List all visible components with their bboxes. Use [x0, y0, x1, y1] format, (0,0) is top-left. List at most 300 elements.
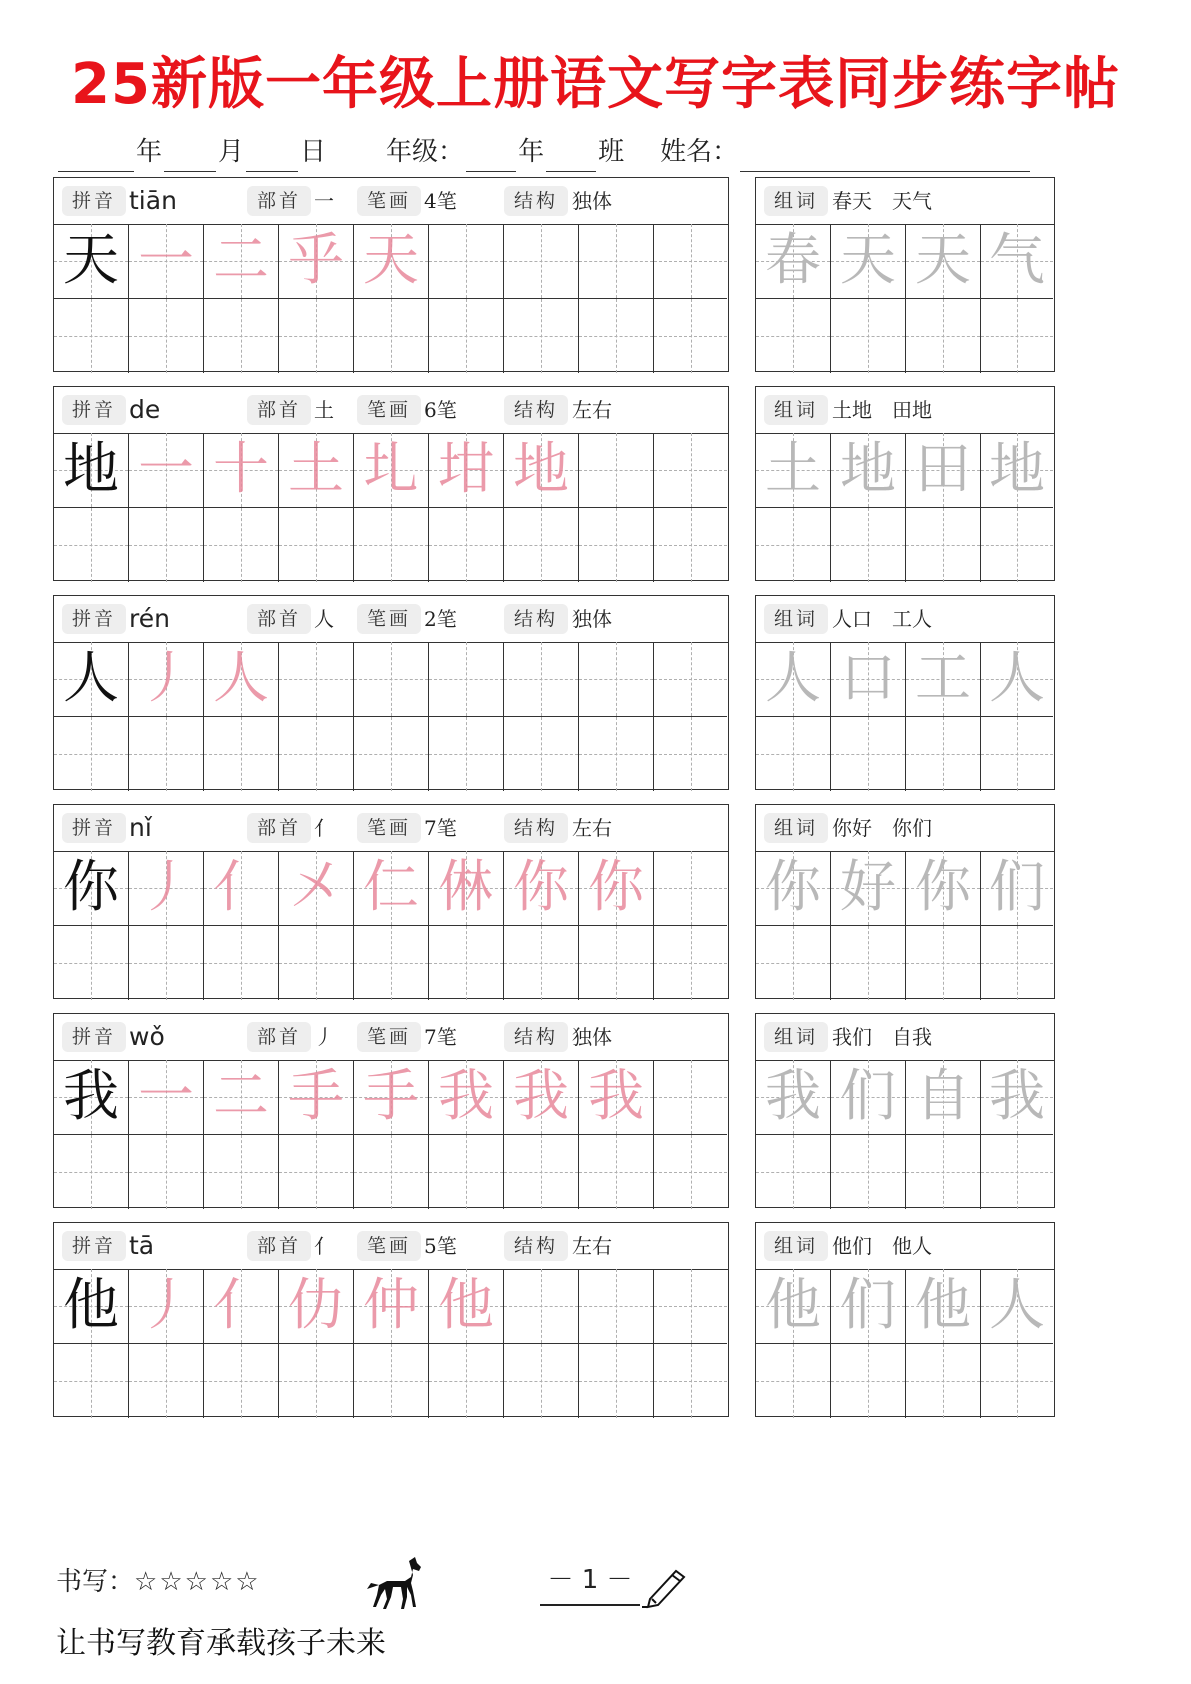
grid-cell[interactable] — [831, 508, 906, 583]
words-label: 组词 — [764, 604, 828, 634]
grid-cell[interactable] — [204, 508, 279, 583]
grid-cell[interactable] — [831, 1344, 906, 1419]
grade-year-label: 年 — [518, 137, 545, 167]
stroke-step: 我 — [438, 1063, 494, 1129]
word-trace-cell[interactable] — [756, 1060, 831, 1135]
stroke-order-cell[interactable] — [504, 851, 579, 926]
words-label: 组词 — [764, 395, 828, 425]
word-trace-cell[interactable] — [906, 224, 981, 299]
strokes-label: 笔画 — [357, 1231, 421, 1261]
stroke-order-cell[interactable] — [204, 851, 279, 926]
grid-cell[interactable] — [204, 299, 279, 374]
stroke-step: 人 — [213, 645, 269, 711]
grid-cell[interactable] — [504, 1269, 579, 1344]
word-trace-cell[interactable] — [831, 642, 906, 717]
card-header — [54, 805, 728, 852]
grid-cell[interactable] — [756, 1344, 831, 1419]
word-trace-character: 自 — [915, 1063, 971, 1129]
card-header — [54, 1014, 728, 1061]
stroke-order-cell[interactable] — [129, 1269, 204, 1344]
stroke-order-cell[interactable] — [429, 851, 504, 926]
stroke-order-cell[interactable] — [129, 433, 204, 508]
grid-cell[interactable] — [129, 717, 204, 792]
card-header — [756, 387, 1054, 434]
grid-cell[interactable] — [579, 433, 654, 508]
structure-value: 独体 — [572, 607, 612, 631]
character-card — [53, 1013, 729, 1208]
stroke-order-cell[interactable] — [429, 433, 504, 508]
grid-cell[interactable] — [579, 1135, 654, 1210]
word-trace-character: 们 — [989, 854, 1045, 920]
grid-cell[interactable] — [54, 926, 129, 1001]
grid-cell[interactable] — [756, 508, 831, 583]
grid-cell[interactable] — [504, 1344, 579, 1419]
grid-cell[interactable] — [279, 1344, 354, 1419]
stroke-order-cell[interactable] — [204, 1269, 279, 1344]
model-character: 你 — [63, 854, 119, 920]
structure-label: 结构 — [504, 186, 568, 216]
stroke-step: 丿 — [138, 645, 194, 711]
grid-cell[interactable] — [654, 1269, 727, 1344]
stroke-step: 丿 — [138, 854, 194, 920]
pinyin-label: 拼音 — [62, 813, 126, 843]
word-trace-character: 人 — [989, 645, 1045, 711]
stroke-step: 坩 — [438, 436, 494, 502]
stroke-step: 天 — [363, 227, 419, 293]
grid-cell[interactable] — [504, 508, 579, 583]
grid-cell[interactable] — [429, 1135, 504, 1210]
strokes-label: 笔画 — [357, 395, 421, 425]
pinyin-value: tā — [129, 1231, 155, 1260]
grid-cell[interactable] — [504, 224, 579, 299]
stroke-step: 手 — [363, 1063, 419, 1129]
stroke-order-cell[interactable] — [129, 642, 204, 717]
model-character: 地 — [63, 436, 119, 502]
stroke-order-cell[interactable] — [204, 433, 279, 508]
stroke-step: 丿 — [138, 1272, 194, 1338]
stroke-step: 一 — [138, 227, 194, 293]
stroke-order-cell[interactable] — [129, 1060, 204, 1135]
word-trace-character: 口 — [840, 645, 896, 711]
rating-stars[interactable]: ☆☆☆☆☆ — [134, 1567, 261, 1597]
page-number: － 1 － — [547, 1565, 633, 1595]
word-card — [755, 1013, 1055, 1208]
grid-cell[interactable] — [906, 926, 981, 1001]
card-header — [54, 1223, 728, 1270]
stroke-order-cell[interactable] — [129, 851, 204, 926]
words-label: 组词 — [764, 1231, 828, 1261]
grade-year-blank[interactable] — [466, 141, 516, 172]
word-trace-character: 我 — [765, 1063, 821, 1129]
word-trace-cell[interactable] — [756, 1269, 831, 1344]
grid-cell[interactable] — [129, 926, 204, 1001]
character-card — [53, 177, 729, 372]
word-trace-cell[interactable] — [831, 1060, 906, 1135]
grid-cell[interactable] — [654, 299, 727, 374]
word-trace-character: 人 — [765, 645, 821, 711]
grid-cell[interactable] — [279, 642, 354, 717]
year-label: 年 — [136, 137, 163, 167]
strokes-value: 4笔 — [424, 189, 457, 213]
stroke-step: 手 — [288, 1063, 344, 1129]
word-trace-character: 你 — [765, 854, 821, 920]
horse-icon — [365, 1555, 427, 1611]
grid-cell[interactable] — [654, 1135, 727, 1210]
stroke-order-cell[interactable] — [279, 224, 354, 299]
stroke-order-cell[interactable] — [354, 433, 429, 508]
grid-cell[interactable] — [981, 717, 1053, 792]
grid-cell[interactable] — [354, 1344, 429, 1419]
stroke-order-cell[interactable] — [504, 433, 579, 508]
grid-cell[interactable] — [981, 299, 1053, 374]
word-trace-cell[interactable] — [756, 642, 831, 717]
grid-cell[interactable] — [831, 926, 906, 1001]
grid-cell[interactable] — [129, 299, 204, 374]
grid-cell[interactable] — [504, 642, 579, 717]
stroke-step: 仲 — [363, 1272, 419, 1338]
grid-cell[interactable] — [654, 717, 727, 792]
grid-cell[interactable] — [654, 508, 727, 583]
grid-cell[interactable] — [354, 926, 429, 1001]
structure-label: 结构 — [504, 1022, 568, 1052]
card-header — [756, 805, 1054, 852]
stroke-step: 仂 — [288, 1272, 344, 1338]
word-trace-character: 好 — [840, 854, 896, 920]
word-trace-cell[interactable] — [756, 851, 831, 926]
grid-cell[interactable] — [504, 299, 579, 374]
stroke-order-cell[interactable] — [354, 1060, 429, 1135]
strokes-label: 笔画 — [357, 1022, 421, 1052]
grid-cell[interactable] — [354, 717, 429, 792]
pinyin-label: 拼音 — [62, 186, 126, 216]
word-trace-cell[interactable] — [906, 1269, 981, 1344]
structure-value: 独体 — [572, 1025, 612, 1049]
stroke-step: 你 — [513, 854, 569, 920]
class-label: 班 — [598, 137, 625, 167]
day-blank[interactable] — [246, 141, 298, 172]
strokes-label: 笔画 — [357, 604, 421, 634]
stroke-step: 仁 — [363, 854, 419, 920]
grid-cell[interactable] — [654, 926, 727, 1001]
card-header — [756, 178, 1054, 225]
card-header — [756, 596, 1054, 643]
pinyin-value: de — [129, 395, 161, 424]
strokes-value: 7笔 — [424, 1025, 457, 1049]
grid-cell[interactable] — [279, 926, 354, 1001]
word-trace-character: 地 — [989, 436, 1045, 502]
grid-cell[interactable] — [429, 508, 504, 583]
word-trace-cell[interactable] — [981, 642, 1053, 717]
stroke-order-cell[interactable] — [429, 1060, 504, 1135]
name-label: 姓名： — [660, 137, 739, 167]
grid-cell[interactable] — [654, 642, 727, 717]
grid-cell[interactable] — [654, 1344, 727, 1419]
structure-value: 左右 — [572, 816, 612, 840]
structure-value: 左右 — [572, 1234, 612, 1258]
word-card — [755, 595, 1055, 790]
stroke-order-cell[interactable] — [354, 851, 429, 926]
stroke-order-cell[interactable] — [354, 1269, 429, 1344]
grid-cell[interactable] — [279, 508, 354, 583]
model-character: 我 — [63, 1063, 119, 1129]
words-value: 他们 他人 — [832, 1234, 932, 1258]
word-trace-character: 们 — [840, 1063, 896, 1129]
grid-cell[interactable] — [429, 717, 504, 792]
model-character-cell[interactable] — [54, 433, 129, 508]
stroke-order-cell[interactable] — [504, 1060, 579, 1135]
stroke-step: 土 — [288, 436, 344, 502]
word-card — [755, 386, 1055, 581]
stroke-step: 一 — [138, 1063, 194, 1129]
word-card — [755, 804, 1055, 999]
stroke-order-cell[interactable] — [129, 224, 204, 299]
radical-label: 部首 — [247, 604, 311, 634]
word-trace-cell[interactable] — [981, 1269, 1053, 1344]
grid-cell[interactable] — [429, 1344, 504, 1419]
grid-cell[interactable] — [129, 1344, 204, 1419]
grid-cell[interactable] — [129, 1135, 204, 1210]
grid-cell[interactable] — [354, 642, 429, 717]
grid-cell[interactable] — [579, 926, 654, 1001]
stroke-order-cell[interactable] — [204, 1060, 279, 1135]
word-trace-cell[interactable] — [906, 1060, 981, 1135]
strokes-label: 笔画 — [357, 186, 421, 216]
strokes-value: 7笔 — [424, 816, 457, 840]
model-character-cell[interactable] — [54, 642, 129, 717]
grid-cell[interactable] — [981, 926, 1053, 1001]
grid-cell[interactable] — [981, 1344, 1053, 1419]
grid-cell[interactable] — [756, 717, 831, 792]
card-header — [54, 596, 728, 643]
grid-cell[interactable] — [54, 1344, 129, 1419]
word-trace-character: 天 — [840, 227, 896, 293]
card-header — [54, 387, 728, 434]
radical-value: 亻 — [314, 816, 334, 840]
word-card — [755, 177, 1055, 372]
stroke-order-cell[interactable] — [279, 1269, 354, 1344]
pinyin-label: 拼音 — [62, 1231, 126, 1261]
model-character: 天 — [63, 227, 119, 293]
grid-cell[interactable] — [831, 717, 906, 792]
grid-cell[interactable] — [129, 508, 204, 583]
grid-cell[interactable] — [279, 299, 354, 374]
stroke-order-cell[interactable] — [279, 851, 354, 926]
stroke-step: 十 — [213, 436, 269, 502]
card-header — [756, 1014, 1054, 1061]
grid-cell[interactable] — [354, 1135, 429, 1210]
grid-cell[interactable] — [756, 926, 831, 1001]
grid-cell[interactable] — [654, 224, 727, 299]
radical-label: 部首 — [247, 1022, 311, 1052]
grid-cell[interactable] — [204, 1135, 279, 1210]
day-label: 日 — [300, 137, 327, 167]
word-trace-cell[interactable] — [981, 433, 1053, 508]
word-trace-cell[interactable] — [756, 224, 831, 299]
grid-cell[interactable] — [54, 717, 129, 792]
grid-cell[interactable] — [354, 508, 429, 583]
stroke-step: 亻 — [213, 854, 269, 920]
stroke-step: 乎 — [288, 227, 344, 293]
writing-rating — [56, 1562, 261, 1602]
structure-value: 左右 — [572, 398, 612, 422]
pen-icon — [640, 1565, 688, 1609]
grid-cell[interactable] — [54, 508, 129, 583]
grid-cell[interactable] — [354, 299, 429, 374]
strokes-label: 笔画 — [357, 813, 421, 843]
word-trace-cell[interactable] — [756, 433, 831, 508]
words-value: 人口 工人 — [832, 607, 932, 631]
character-card — [53, 1222, 729, 1417]
model-character-cell[interactable] — [54, 224, 129, 299]
word-trace-cell[interactable] — [981, 1060, 1053, 1135]
pinyin-value: nǐ — [129, 813, 152, 842]
word-trace-character: 他 — [915, 1272, 971, 1338]
words-value: 你好 你们 — [832, 816, 932, 840]
grid-cell[interactable] — [54, 299, 129, 374]
radical-label: 部首 — [247, 1231, 311, 1261]
grid-cell[interactable] — [831, 1135, 906, 1210]
pinyin-value: wǒ — [129, 1022, 165, 1051]
class-blank[interactable] — [546, 141, 596, 172]
grid-cell[interactable] — [906, 299, 981, 374]
grid-cell[interactable] — [579, 1344, 654, 1419]
radical-value: 一 — [314, 189, 334, 213]
pinyin-label: 拼音 — [62, 395, 126, 425]
word-trace-character: 工 — [915, 645, 971, 711]
word-trace-cell[interactable] — [831, 851, 906, 926]
structure-label: 结构 — [504, 1231, 568, 1261]
character-card — [53, 804, 729, 999]
words-value: 春天 天气 — [832, 189, 932, 213]
grid-cell[interactable] — [906, 717, 981, 792]
stroke-order-cell[interactable] — [429, 1269, 504, 1344]
grid-cell[interactable] — [429, 299, 504, 374]
stroke-order-cell[interactable] — [579, 851, 654, 926]
word-trace-cell[interactable] — [831, 1269, 906, 1344]
word-trace-character: 地 — [840, 436, 896, 502]
model-character-cell[interactable] — [54, 1269, 129, 1344]
stroke-order-cell[interactable] — [204, 642, 279, 717]
structure-value: 独体 — [572, 189, 612, 213]
word-trace-character: 土 — [765, 436, 821, 502]
grid-cell[interactable] — [579, 642, 654, 717]
word-trace-cell[interactable] — [981, 851, 1053, 926]
card-header — [756, 1223, 1054, 1270]
word-trace-cell[interactable] — [831, 224, 906, 299]
grid-cell[interactable] — [429, 926, 504, 1001]
model-character: 人 — [63, 645, 119, 711]
grid-cell[interactable] — [654, 851, 727, 926]
stroke-step: 㐅 — [288, 854, 344, 920]
grid-cell[interactable] — [579, 717, 654, 792]
month-blank[interactable] — [164, 141, 216, 172]
radical-value: 丿 — [314, 1025, 334, 1049]
grid-cell[interactable] — [579, 1269, 654, 1344]
stroke-order-cell[interactable] — [579, 1060, 654, 1135]
word-trace-cell[interactable] — [906, 851, 981, 926]
stroke-order-cell[interactable] — [279, 1060, 354, 1135]
stroke-step: 二 — [213, 1063, 269, 1129]
stroke-order-cell[interactable] — [279, 433, 354, 508]
stroke-step: 亻 — [213, 1272, 269, 1338]
word-trace-character: 你 — [915, 854, 971, 920]
word-trace-cell[interactable] — [906, 433, 981, 508]
grid-cell[interactable] — [504, 1135, 579, 1210]
grid-cell[interactable] — [504, 717, 579, 792]
word-trace-cell[interactable] — [906, 642, 981, 717]
month-label: 月 — [218, 137, 245, 167]
grid-cell[interactable] — [579, 508, 654, 583]
stroke-step: 二 — [213, 227, 269, 293]
grid-cell[interactable] — [981, 508, 1053, 583]
grid-cell[interactable] — [429, 224, 504, 299]
pinyin-value: rén — [129, 604, 170, 633]
grid-cell[interactable] — [906, 1344, 981, 1419]
words-label: 组词 — [764, 813, 828, 843]
stroke-order-cell[interactable] — [354, 224, 429, 299]
pinyin-label: 拼音 — [62, 1022, 126, 1052]
word-trace-character: 人 — [989, 1272, 1045, 1338]
grid-cell[interactable] — [654, 433, 727, 508]
page-number-underline — [540, 1604, 640, 1606]
word-trace-character: 我 — [989, 1063, 1045, 1129]
radical-label: 部首 — [247, 186, 311, 216]
page-title: 25新版一年级上册语文写字表同步练字帖 — [71, 52, 1120, 117]
card-header — [54, 178, 728, 225]
name-blank[interactable] — [740, 141, 1030, 172]
stroke-order-cell[interactable] — [204, 224, 279, 299]
grid-cell[interactable] — [906, 508, 981, 583]
words-label: 组词 — [764, 186, 828, 216]
character-card — [53, 386, 729, 581]
grid-cell[interactable] — [756, 299, 831, 374]
grid-cell[interactable] — [579, 299, 654, 374]
grid-cell[interactable] — [831, 299, 906, 374]
stroke-step: 他 — [438, 1272, 494, 1338]
words-label: 组词 — [764, 1022, 828, 1052]
stroke-step: 㑣 — [438, 854, 494, 920]
word-trace-cell[interactable] — [981, 224, 1053, 299]
grid-cell[interactable] — [579, 224, 654, 299]
slogan: 让书写教育承载孩子未来 — [56, 1626, 386, 1661]
model-character-cell[interactable] — [54, 851, 129, 926]
grid-cell[interactable] — [204, 717, 279, 792]
grid-cell[interactable] — [906, 1135, 981, 1210]
character-card — [53, 595, 729, 790]
word-trace-cell[interactable] — [831, 433, 906, 508]
model-character: 他 — [63, 1272, 119, 1338]
grid-cell[interactable] — [504, 926, 579, 1001]
words-value: 我们 自我 — [832, 1025, 932, 1049]
grid-cell[interactable] — [204, 926, 279, 1001]
grid-cell[interactable] — [429, 642, 504, 717]
grid-cell[interactable] — [204, 1344, 279, 1419]
grid-cell[interactable] — [981, 1135, 1053, 1210]
grid-cell[interactable] — [54, 1135, 129, 1210]
year-blank[interactable] — [58, 141, 134, 172]
words-value: 土地 田地 — [832, 398, 932, 422]
grid-cell[interactable] — [654, 1060, 727, 1135]
grid-cell[interactable] — [756, 1135, 831, 1210]
structure-label: 结构 — [504, 395, 568, 425]
radical-label: 部首 — [247, 395, 311, 425]
word-trace-character: 田 — [915, 436, 971, 502]
grid-cell[interactable] — [279, 1135, 354, 1210]
stroke-step: 地 — [513, 436, 569, 502]
grid-cell[interactable] — [279, 717, 354, 792]
model-character-cell[interactable] — [54, 1060, 129, 1135]
strokes-value: 6笔 — [424, 398, 457, 422]
